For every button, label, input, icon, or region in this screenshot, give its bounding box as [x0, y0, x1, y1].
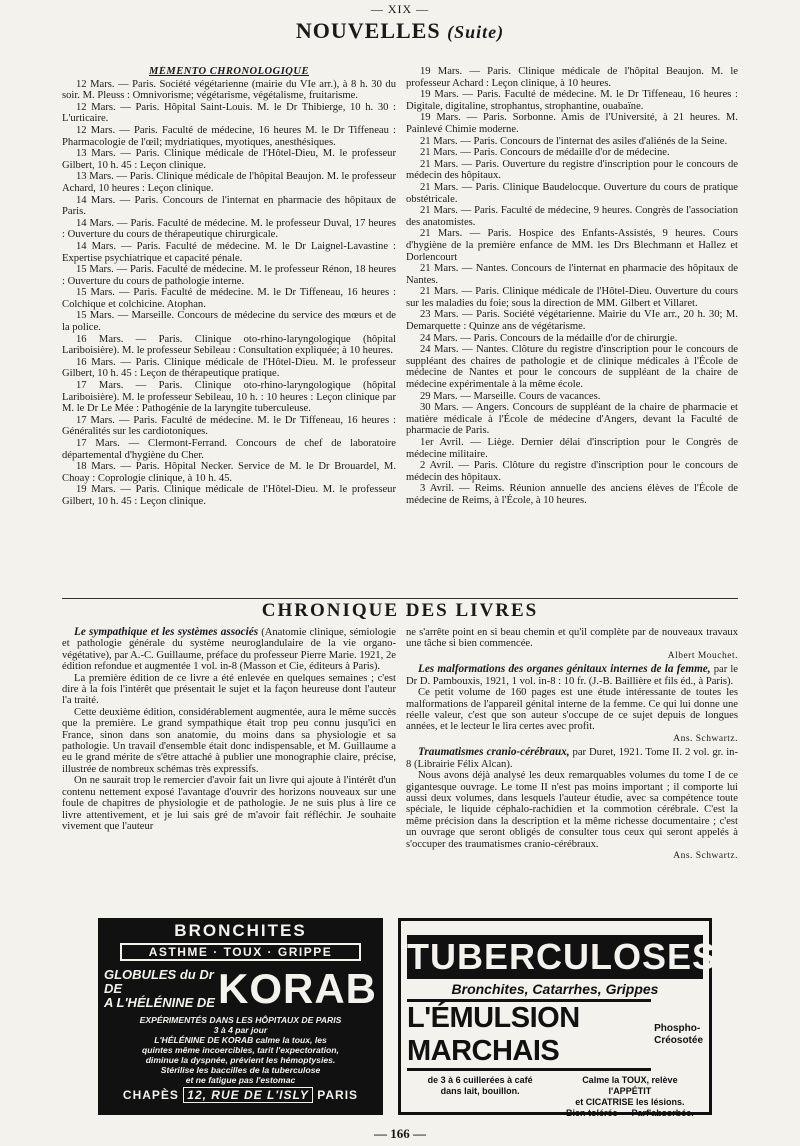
ad-korab-text: EXPÉRIMENTÉS DANS LES HÔPITAUX DE PARIS [139, 1015, 342, 1025]
memento-entry: 14 Mars. — Paris. Concours de l'internat en pharmacie des hôpitaux de Paris. [62, 194, 396, 218]
memento-entry: 19 Mars. — Paris. Clinique médicale de l'Hôtel-Dieu. M. le professeur Gilbert, 10 h. 45 : Leçon clinique. [62, 484, 396, 507]
review-continuation: ne s'arrête point en si beau chemin et qu'il complète par de nouveaux travaux une tâche si bien commencée. [406, 627, 738, 650]
memento-entry: 3 Avril. — Reims. Réunion annuelle des anciens élèves de l'École de médecine de Reims, à l'École, à 10 heures. [406, 483, 738, 506]
ad-marchais-brand: L'ÉMULSION MARCHAIS [407, 999, 651, 1071]
review-right-column [406, 627, 738, 913]
review-left-column [62, 627, 396, 913]
book-reference: par Duret, 1921. Tome II. 2 vol. gr. in-8 (Librairie Félix Alcan). [406, 747, 738, 770]
memento-entry: 24 Mars. — Paris. Concours de la médaille d'or de chirurgie. [420, 332, 678, 344]
ad-marchais-formula [654, 1023, 703, 1047]
memento-entry: 21 Mars. — Paris. Clinique médicale de l'Hôtel-Dieu. Ouverture du cours sur les maladies du foie; sous la direction de MM. Gilbert et Villaret. [406, 286, 738, 309]
memento-entry: 21 Mars. — Paris. Concours de l'internat des asiles d'aliénés de la Seine. [420, 135, 728, 147]
review-signature: Ans. Schwartz. [673, 851, 738, 862]
memento-entry: 17 Mars. — Paris. Clinique oto-rhino-laryngologique (hôpital Lariboisière). M. le professeur Sebileau, 10 h. : 10 heures : Leçon clinique par M. le Dr Le Mée : Pathogénie de la laryngite tuberculeuse. [62, 380, 396, 415]
ad-marchais-dosage-line: de 3 à 6 cuillerées à café [427, 1075, 533, 1085]
ad-marchais-details [411, 1075, 699, 1119]
ad-korab-address [98, 1088, 383, 1102]
memento-entry: 1er Avril. — Liège. Dernier délai d'inscription pour le Congrès de médecine militaire. [406, 437, 738, 460]
review-paragraph: On ne saurait trop le remercier d'avoir fait un livre qui ajoute à l'intérêt d'un contenu nettement exposé l'avantage d'ouvrir des horizons nouveaux sur une foule de chapitres de physiologie et de pathologie. Je ne suis plus à lire ce livre attentivement, et je lui sais gré de m'avoir fait réfléchir. Je souhaite vivement que l'auteur [62, 775, 396, 832]
memento-entry: 30 Mars. — Angers. Concours de suppléant de la chaire de pharmacie et matière médicale à l'École de médecine d'Angers, devant la Faculté de pharmacie de Paris. [406, 402, 738, 437]
ad-korab-headline: BRONCHITES [174, 921, 307, 940]
memento-entry: 29 Mars. — Marseille. Cours de vacances. [420, 390, 601, 402]
review-paragraph: Cette deuxième édition, considérablement augmentée, aura le même succès que la première. Le grand sympathique était trop peu connu jusqu'ici en France, sinon dans son anatomie, du moins dans sa physiologie et sa pathologie. Un travail d'ensemble était donc indispensable, et M. Guillaume a eu le grand mérite de s'être attaché à publier une monographie claire, précise, illustrée de nombreux schémas très expressifs. [62, 706, 396, 775]
book-reference: (Anatomie clinique, sémiologie et pathologie générale du système neuroglandulaire de la vie organo-végétative), par A.-C. Guillaume, préface du professeur Pierre Marie. 1921, 2e édition refondue et augmentée 1 vol. in-8 (Masson et Cie, éditeurs à Paris). [62, 627, 396, 673]
ad-korab-text: L'HÉLÉNINE DE KORAB calme la toux, les [154, 1035, 327, 1045]
review-intro [62, 627, 396, 673]
memento-entry: 14 Mars. — Paris. Faculté de médecine. M. le professeur Duval, 17 heures : Ouverture du cours de thérapeutique chirurgicale. [62, 217, 396, 241]
memento-entry: 19 Mars. — Paris. Sorbonne. Amis de l'Université, à 21 heures. M. Painlevé Chimie moderne. [406, 112, 738, 135]
section-title [0, 18, 800, 44]
ad-korab-street: 12, RUE DE L'ISLY [183, 1087, 313, 1103]
memento-left-column [62, 66, 396, 594]
review-paragraph: Nous avons déjà analysé les deux remarquables volumes du tome I de ce gigantesque ouvrage. Le tome II n'est pas moins important ; il comporte lui aussi deux volumes, dans lesquels l'auteur étudie, avec sa compétence toute spéciale, le liquide céphalo-rachidien et la commotion cérébrale. C'est la même précision dans la description et la même richesse documentaire ; c'est un ouvrage que seront obligés de consulter tous ceux qui seront appelés à s'occuper des traumatismes cranio-cérébraux. [406, 770, 738, 850]
memento-entry: 16 Mars. — Paris. Clinique oto-rhino-laryngologique (hôpital Lariboisière). M. le professeur Sebileau : Consultation expliquée; à 10 heures. [62, 333, 396, 357]
memento-entry: 17 Mars. — Paris. Faculté de médecine. M. le Dr Tiffeneau, 16 heures : Généralités sur les cardiotoniques. [62, 414, 396, 438]
memento-entry: 15 Mars. — Marseille. Concours de médecine du service des mœurs et de la police. [62, 310, 396, 334]
memento-entry: 14 Mars. — Paris. Faculté de médecine. M. le Dr Laignel-Lavastine : Expertise psychiatrique et capacité pénale. [62, 240, 396, 264]
book-title: Les malformations des organes génitaux internes de la femme, [418, 663, 711, 676]
book-reference: par le Dr D. Pambouxis, 1921, 1 vol. in-8 : 10 fr. (J.-B. Baillière et fils éd., à Paris). [406, 664, 738, 687]
memento-entry: 21 Mars. — Nantes. Concours de l'internat en pharmacie des hôpitaux de Nantes. [406, 263, 738, 286]
review-paragraph: La première édition de ce livre a été enlevée en quelques semaines ; c'est dire à la fois l'intérêt que présentait le sujet et la façon heureuse dont l'auteur l'a traité. [62, 672, 396, 707]
ad-korab-text: diminue la dyspnée, prévient les hémoptysies. [145, 1055, 336, 1065]
memento-entry: 21 Mars. — Paris. Hospice des Enfants-Assistés, 9 heures. Cours d'hygiène de la première enfance de MM. les Drs Blechmann et Hallez et Dorlencourt [406, 228, 738, 263]
korab-advertisement [98, 918, 383, 1115]
ad-marchais-headline: TUBERCULOSES [407, 936, 718, 977]
ad-korab-city: PARIS [317, 1088, 359, 1102]
ad-korab-text: Stérilise les baccilles de la tuberculose [160, 1065, 321, 1075]
ad-marchais-benefit-line: et CICATRISE les lésions. [575, 1097, 685, 1107]
memento-entry: 21 Mars. — Paris. Ouverture du registre d'inscription pour le concours de médecin des hôpitaux. [406, 158, 738, 182]
ad-marchais-formula-line: Phospho- [654, 1023, 701, 1034]
memento-entry: 12 Mars. — Paris. Hôpital Saint-Louis. M. le Dr Thibierge, 10 h. 30 : L'urticaire. [62, 101, 396, 125]
folio: — XIX — [370, 2, 430, 16]
memento-entry: 2 Avril. — Paris. Clôture du registre d'inscription pour le concours de médecin des hôpitaux. [406, 460, 738, 483]
page-number: — 166 — [374, 1126, 426, 1141]
memento-entry: 15 Mars. — Paris. Faculté de médecine. M. le Dr Tiffeneau, 16 heures : Colchique et colchicine. Atophan. [62, 287, 396, 310]
memento-entry: 24 Mars. — Nantes. Clôture du registre d'inscription pour le concours de suppléant des chaires de pathologie et de clinique médicales à l'École de médecine de Nantes et pour le concours de suppléant de la chaire de médecine expérimentale à la même école. [406, 344, 738, 391]
ad-marchais-subheadline: Bronchites, Catarrhes, Grippes [451, 981, 659, 997]
memento-entry: 21 Mars. — Paris. Clinique Baudelocque. Ouverture du cours de pratique obstétricale. [406, 181, 738, 205]
memento-entry: 13 Mars. — Paris. Clinique médicale de l'Hôtel-Dieu, M. le professeur Gilbert, 10 h. 45 : Leçon clinique. [62, 148, 396, 171]
memento-entry: 21 Mars. — Paris. Concours de médaille d'or de médecine. [420, 147, 670, 159]
memento-entry: 19 Mars. — Paris. Clinique médicale de l'hôpital Beaujon. M. le professeur Achard : Leçon clinique, à 10 heures. [406, 66, 738, 89]
book-title: Le sympathique et les systèmes associés [74, 627, 259, 638]
ad-marchais-benefit-line: Calme la TOUX, relève l'APPÉTIT [582, 1075, 678, 1096]
review-intro [406, 747, 738, 770]
marchais-advertisement [398, 918, 718, 1118]
memento-title: MÉMENTO CHRONOLOGIQUE [149, 66, 309, 77]
ad-korab-subheadline: ASTHME · TOUX · GRIPPE [120, 943, 361, 961]
ad-korab-text: quintes même incoercibles, tarit l'expectoration, [142, 1045, 339, 1055]
memento-entry: 13 Mars. — Paris. Clinique médicale de l'hôpital Beaujon. M. le professeur Achard, 10 heures : Leçon clinique. [62, 171, 396, 194]
chronique-title: CHRONIQUE DES LIVRES [261, 600, 539, 621]
memento-entry: 12 Mars. — Paris. Faculté de médecine, 16 heures M. le Dr Tiffeneau : Pharmacologie de l'œil; mydriatiques, myotiques, anesthésiques. [62, 124, 396, 148]
review-signature: Albert Mouchet. [667, 650, 738, 661]
review-paragraph: Ce petit volume de 160 pages est une étude intéressante de toutes les malformations de l'appareil génital interne de la femme. Ce qui lui donne une réelle valeur, c'est que son auteur s'occupe de ce sujet depuis de longues années, et le lecteur le lira certes avec profit. [406, 687, 738, 733]
ad-marchais-dosage [411, 1075, 549, 1119]
memento-right-column [406, 66, 738, 594]
ad-korab-brand-row [98, 963, 383, 1015]
ad-marchais-brand-row [407, 999, 703, 1071]
memento-entry: 23 Mars. — Paris. Société végétarienne. Mairie du VIe arr., 20 h. 30; M. Demarquette : Quinze ans de végétarisme. [406, 309, 738, 333]
ad-korab-brand: KORAB [218, 965, 377, 1012]
book-title: Traumatismes cranio-cérébraux, [418, 746, 570, 759]
section-rule [62, 598, 738, 599]
ad-korab-product-line: A L'HÉLÉNINE DE [104, 995, 215, 1010]
ad-korab-product [104, 968, 218, 1010]
memento-entry: 15 Mars. — Paris. Faculté de médecine. M. le professeur Rénon, 18 heures : Ouverture du cours de pathologie interne. [62, 264, 396, 287]
ad-korab-text: 3 à 4 par jour [213, 1025, 268, 1035]
ad-marchais-formula-line: Créosotée [654, 1035, 703, 1046]
ad-marchais-dosage-line: dans lait, bouillon. [440, 1086, 520, 1096]
memento-entry: 12 Mars. — Paris. Société végétarienne (mairie du VIe arr.), à 8 h. 30 du soir. M. Pleuss : Omnivorisme; végétarisme, végétalisme, fruitarisme. [62, 78, 396, 102]
section-suite: (Suite) [447, 22, 505, 42]
ad-korab-maker: CHAPÈS [122, 1088, 179, 1102]
ad-korab-text: et ne fatigue pas l'estomac [185, 1075, 296, 1085]
memento-entry: 18 Mars. — Paris. Hôpital Necker. Service de M. le Dr Brouardel, M. Choay : Coprologie clinique, à 10 h. 45. [62, 461, 396, 484]
review-signature: Ans. Schwartz. [673, 733, 738, 744]
memento-entry: 16 Mars. — Paris. Clinique médicale de l'Hôtel-Dieu. M. le professeur Gilbert, 10 h. 45 : Leçon de thérapeutique pratique. [62, 356, 396, 380]
memento-entry: 17 Mars. — Clermont-Ferrand. Concours de chef de laboratoire départemental d'hygiène du Cher. [62, 438, 396, 461]
memento-entry: 21 Mars. — Paris. Faculté de médecine, 9 heures. Congrès de l'association des anatomistes. [406, 205, 738, 228]
section-heading: NOUVELLES [295, 18, 441, 43]
review-intro [406, 664, 738, 687]
memento-entry: 19 Mars. — Paris. Faculté de médecine. M. le Dr Tiffeneau, 16 heures : Digitale, digitaline, strophantus, strophantine, ouabaïne. [406, 89, 738, 112]
ad-marchais-benefit-line: Bien tolérée — Parf'absorbée. [566, 1108, 694, 1118]
ad-korab-product-line: GLOBULES du Dr DE [104, 967, 214, 996]
ad-marchais-benefits [561, 1075, 699, 1119]
